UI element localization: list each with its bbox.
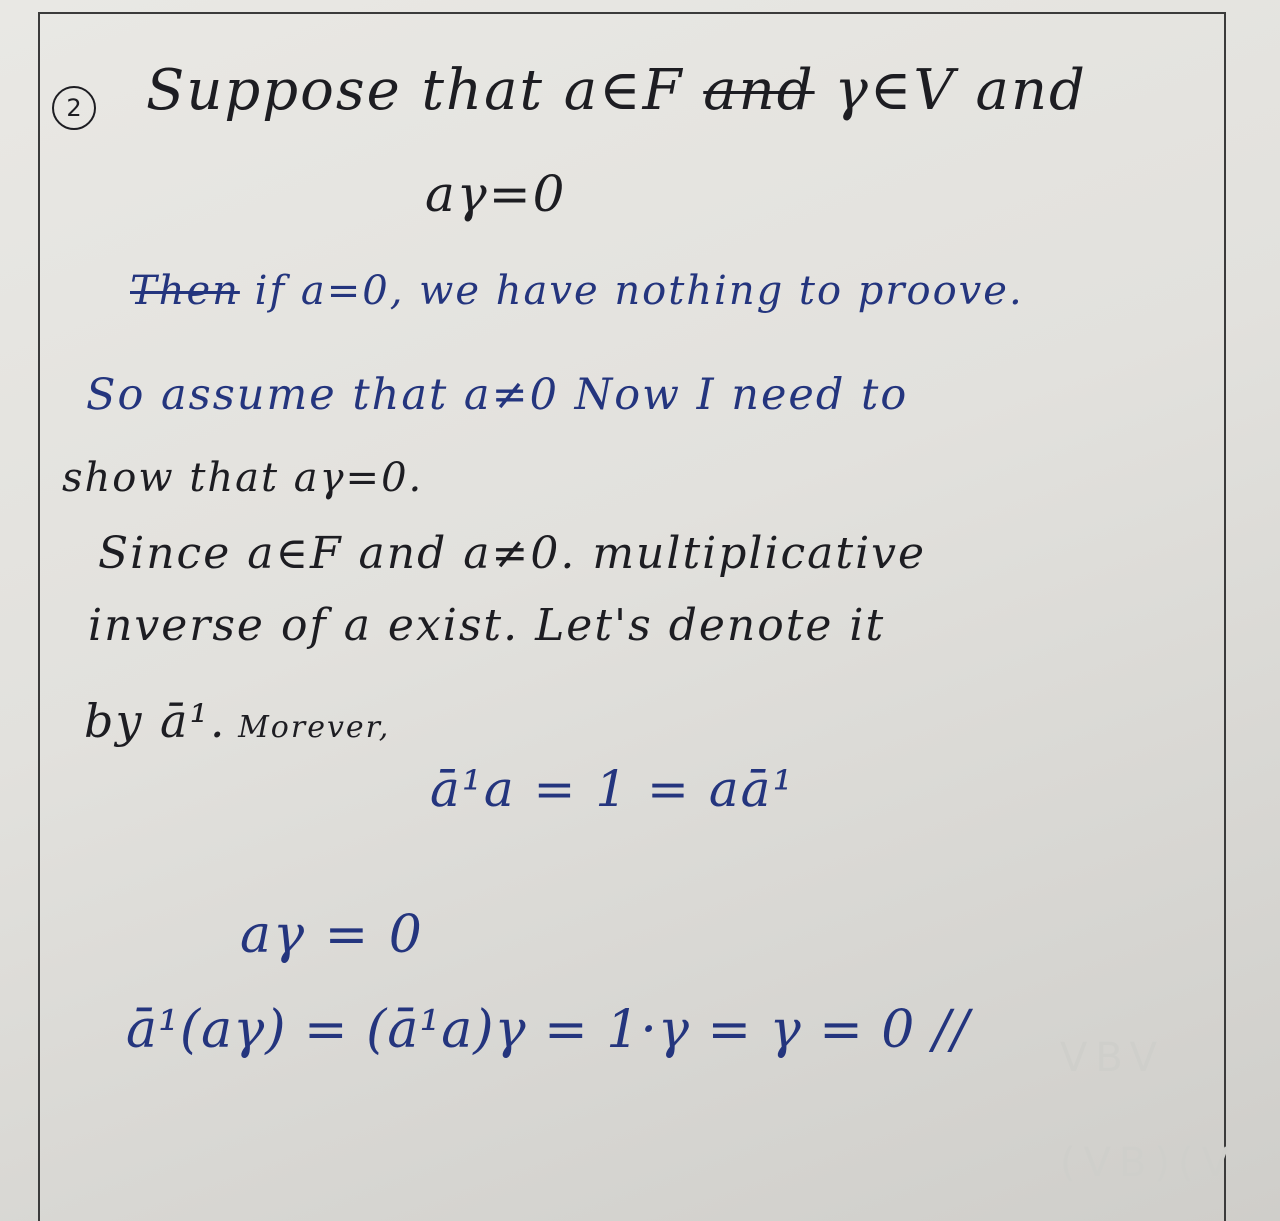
line-1-start: Suppose that a∈F — [146, 58, 704, 123]
line-1 — [146, 58, 1087, 123]
equation-a-gamma-zero-restated: aγ = 0 — [240, 905, 424, 965]
line-7: inverse of a exist. Let's denote it — [88, 600, 886, 651]
line-8-end: Morever, — [226, 710, 391, 745]
bleed-through-mark: (VB)(V — [1060, 1140, 1237, 1186]
line-4: So assume that a≠0 Now I need to — [86, 370, 909, 420]
equation-inverse-identity: ā¹a = 1 = aā¹ — [430, 760, 795, 818]
line-6: Since a∈F and a≠0. multiplicative — [98, 528, 927, 579]
line-3 — [130, 268, 1024, 314]
line-3-struck-word: Then — [130, 268, 240, 314]
bleed-through-mark: VBV — [1060, 1035, 1165, 1081]
line-5: show that aγ=0. — [62, 455, 424, 501]
line-1-end: γ∈V and — [814, 58, 1087, 123]
equation-a-gamma-zero: aγ=0 — [425, 165, 567, 223]
line-8-start: by ā¹. — [84, 694, 227, 748]
line-8 — [84, 694, 390, 748]
line-1-struck-word: and — [703, 58, 815, 123]
line-3-text: if a=0, we have nothing to proove. — [239, 268, 1024, 314]
question-number-badge: 2 — [52, 86, 96, 130]
equation-final-derivation: ā¹(aγ) = (ā¹a)γ = 1·γ = γ = 0 // — [126, 1000, 970, 1060]
